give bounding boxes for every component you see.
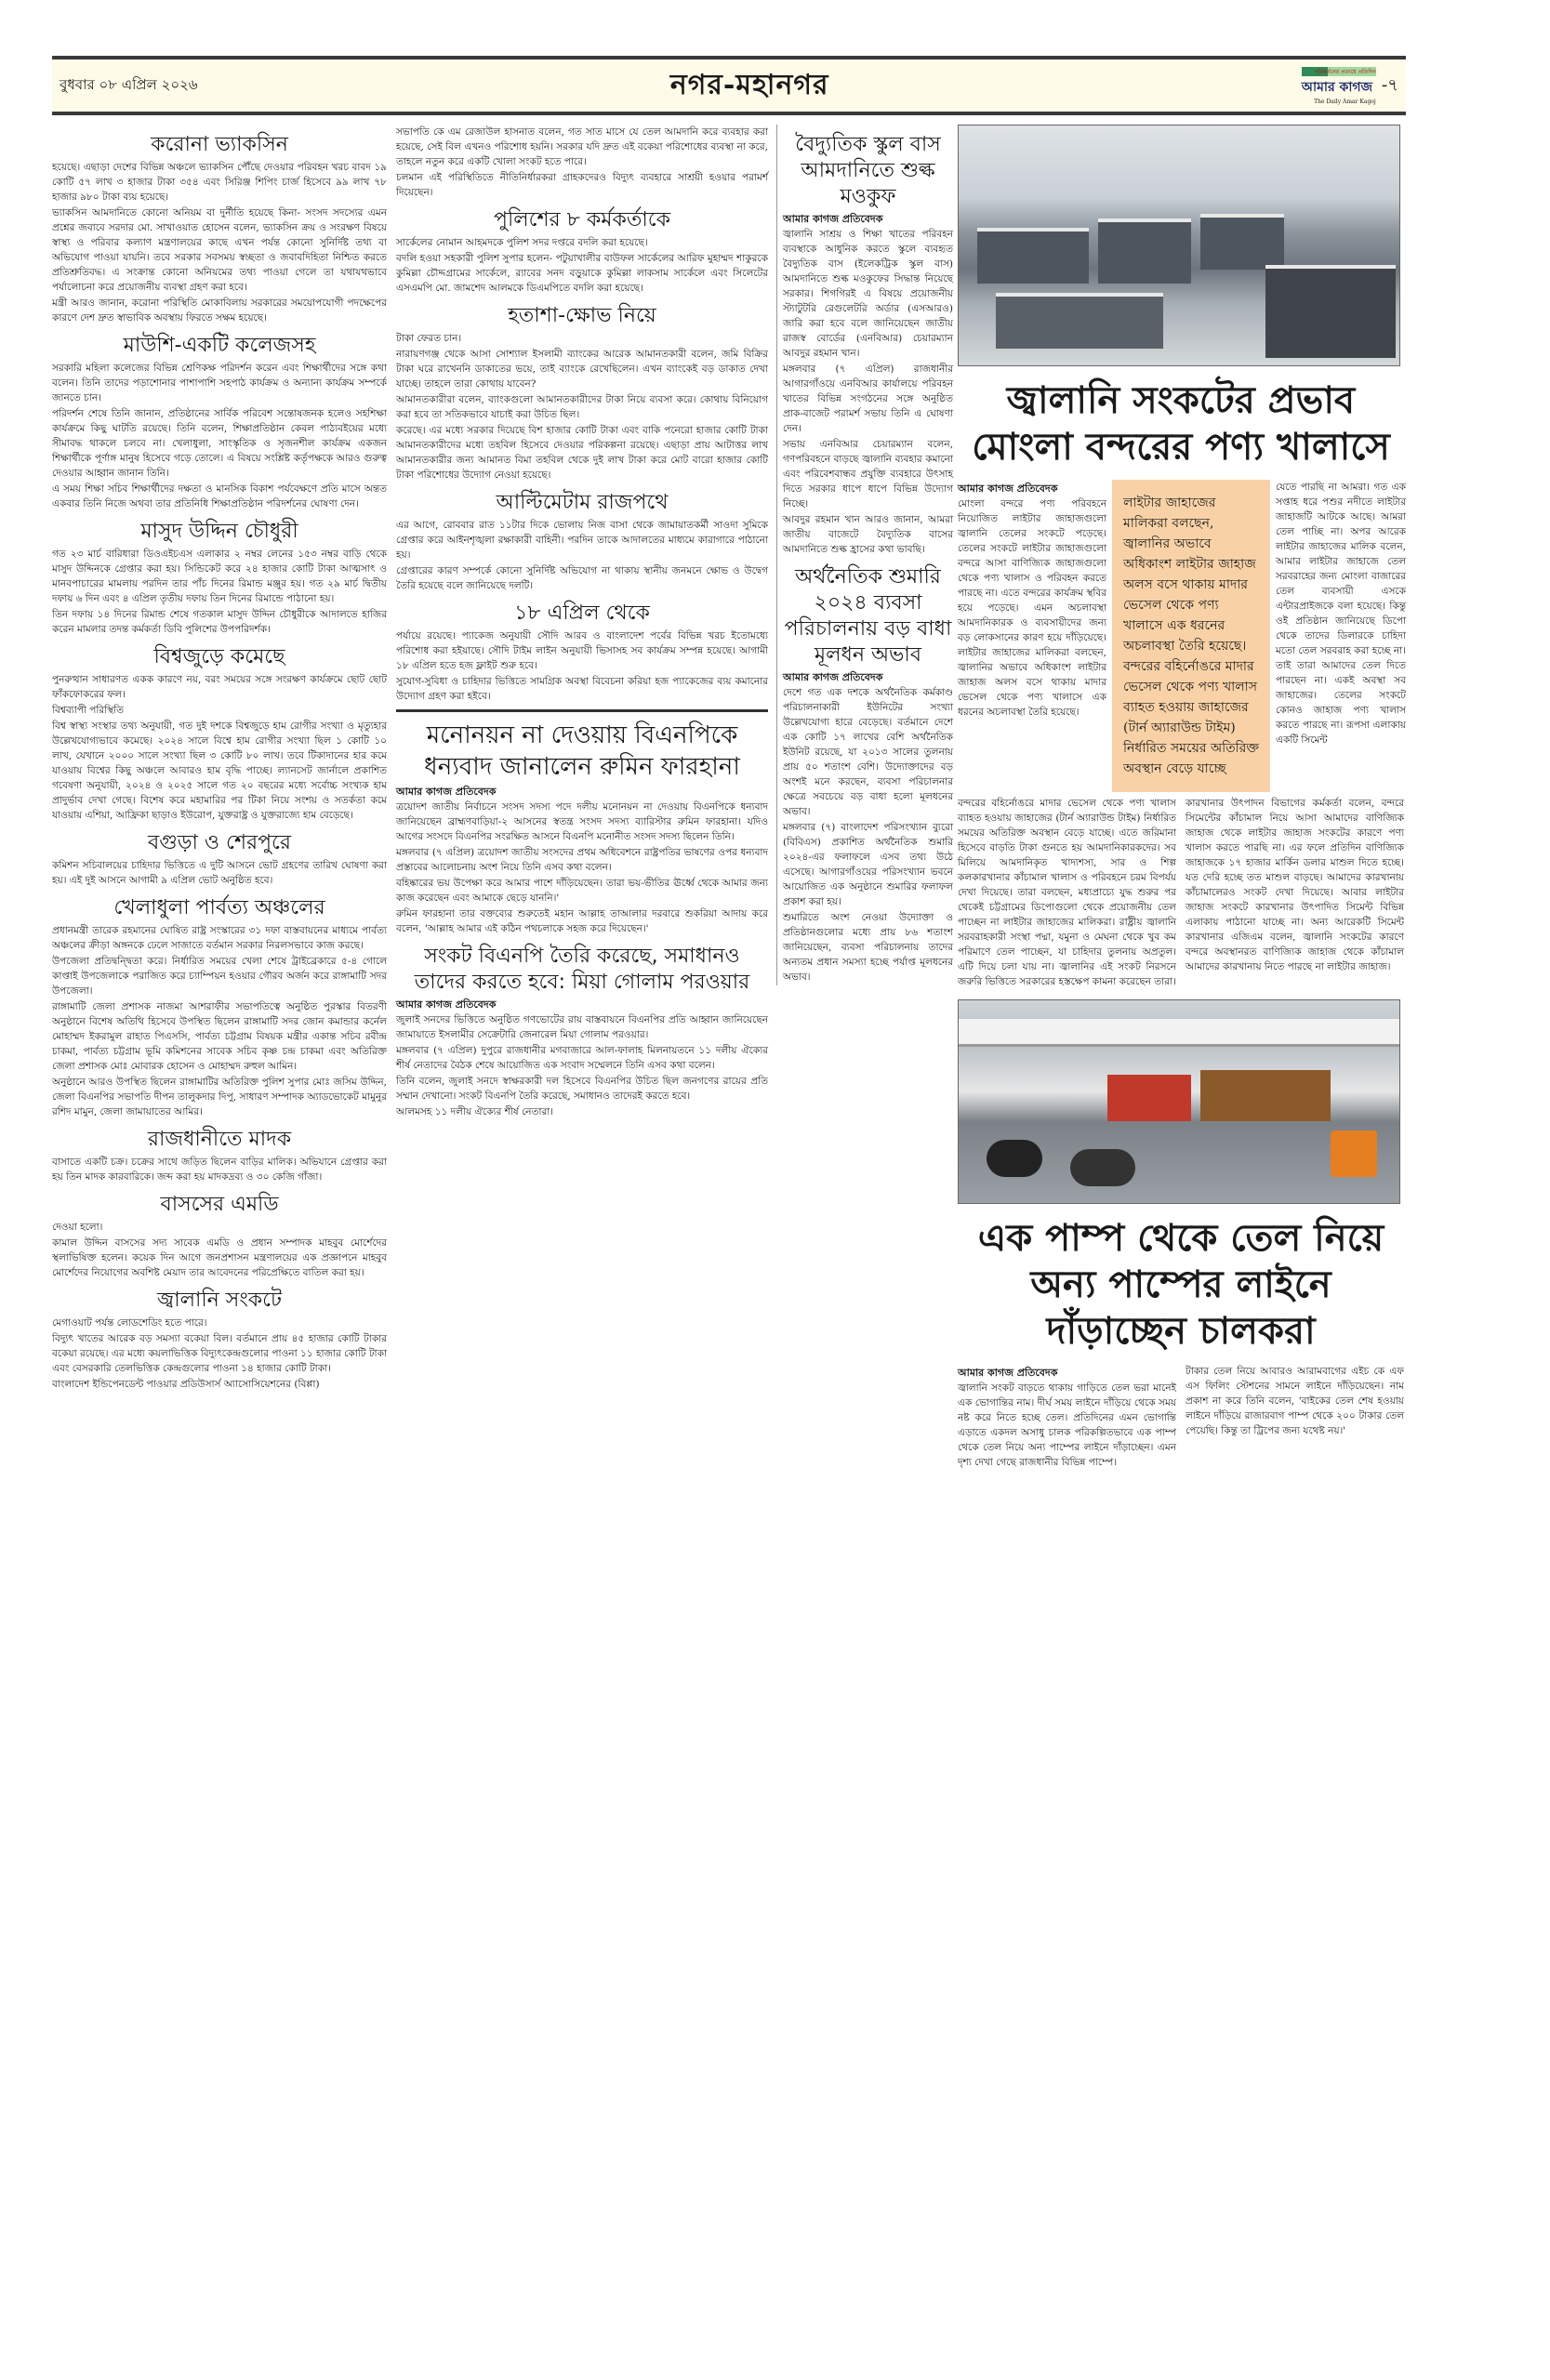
paragraph: আবদুর রহমান খান আরও জানান, আমরা জাতীয় বাজেটে বৈদ্যুতিক বাসের আমদানিতে শুল্ক হ্রাসের কথা ভাবছি।: [783, 514, 953, 555]
paragraph: বদলি হওয়া সহকারী পুলিশ সুপার হলেন- পটুয়াখালীর বাউফল সার্কেলের আরিফ মুহাম্মদ শাকুরকে কুমিল্লা চৌদ্দগ্রামের সার্কেলে, র‌্যাবের সনদ বড়ুয়াকে কুমিল্লা লাকসাম সার্কেলে এবং সিলেটের এসএমপি মো. জামশেদ আলমকে ডিএমপিতে বদলি করা হয়েছে।: [396, 253, 768, 294]
byline: আমার কাগজ প্রতিবেদক: [958, 483, 1058, 495]
story-measles: [52, 644, 387, 823]
paragraph: সভাপতি কে এম রেজাউল হাসনাত বলেন, গত সাত মাসে যে তেল আমদানি করে ব্যবহার করা হয়েছে, সেই বিল এখনও পরিশোধ হয়নি। সরকার যদি দ্রুত এই বকেয়া পরিশোধের ব্যবস্থা না করে, তাহলে নতুন করে একটি খোলা সংকট হতে পারে।: [396, 126, 768, 167]
paragraph: যেতে পারছি না আমরা। গত এক সপ্তাহ ধরে পশুর নদীতে লাইটার জাহাজটি আটকে আছে। আমরা তেল পাচ্ছি না। অপর আরেক লাইটার জাহাজের মালিক বলেন, আমার লাইটার জাহাজে তেল সরবরাহের জন্য মোংলা বাজারের তেল ব্যবসায়ী এসকে এন্টারপ্রাইজকে বলা হয়েছে। কিন্তু ওই প্রতিষ্ঠান জানিয়েছে ডিপো থেকে তাদের ডিলারকে চাহিদা মতো তেল সরবরাহ করা হচ্ছে না। তাই তারা আমাদের তেল দিতে পারছেন না। একই অবস্থা সব জাহাজের। তেলের সংকটে কোনও জাহাজ পণ্য খালাস করতে পারছে না। রূপসা এলাকায় একটি সিমেন্ট: [1276, 482, 1406, 746]
story-continuation: [396, 125, 768, 200]
story-maushi: [52, 333, 387, 511]
paragraph: পরিদর্শন শেষে তিনি জানান, প্রতিষ্ঠানের সার্বিক পরিবেশ সন্তোষজনক হলেও সহশিক্ষা কার্যক্রমে কিছু ঘাটতি রয়েছে। তিনি বলেন, শিক্ষাপ্রতিষ্ঠান কেবল পাঠ্যবইয়ের মধ্যে সীমাবদ্ধ থাকলে চলবে না। খেলাধুলা, সাংস্কৃতিক ও সৃজনশীল কার্যক্রম একজন শিক্ষার্থীকে পূর্ণাঙ্গ মানুষ হিসেবে গড়ে তোলে। এ বিষয়ে সংশ্লিষ্ট কর্তৃপক্ষকে আরও গুরুত্ব দেওয়ার আহ্বান জানান তিনি।: [52, 408, 387, 479]
paragraph: শুমারিতে অংশ নেওয়া উদ্যোক্তা ও প্রতিষ্ঠানগুলোর মধ্যে প্রায় ৮৬ শতাংশ জানিয়েছেন, ব্যবসা পরিচালনায় তাদের অন্যতম প্রধান সমস্যা হচ্ছে পর্যাপ্ত মূলধনের অভাব।: [783, 912, 953, 983]
paragraph: গত ২৩ মার্চ বারিধারা ডিওএইচএস এলাকার ২ নম্বর লেনের ১৫৩ নম্বর বাড়ি থেকে মাসুদ উদ্দিনকে গ্রেপ্তার করা হয়। সিন্ডিকেট করে ২৪ হাজার কোটি টাকা আত্মসাৎ ও মানবপাচারের মামলায় পরদিন তার পাঁচ দিনের রিমান্ড মঞ্জুর হয়। গত ২৯ মার্চ দ্বিতীয় দফায় ৬ দিন এবং ৪ এপ্রিল তৃতীয় দফায় তিন দিনের রিমান্ডে পাঠানো হয়।: [52, 549, 387, 604]
paragraph: মন্ত্রী আরও জানান, করোনা পরিস্থিতি মোকাবিলায় সরকারের সময়োপযোগী পদক্ষেপের কারণে দেশ দ্রুত স্বাভাবিক অবস্থায় ফিরতে সক্ষম হয়েছে।: [52, 298, 387, 324]
paragraph: কামাল উদ্দিন বাসসের সদ্য সাবেক এমডি ও প্রধান সম্পাদক মাহবুব মোর্শেদের স্থলাভিষিক্ত হলেন। কয়েক দিন আগে জনপ্রশাসন মন্ত্রণালয়ের এক প্রজ্ঞাপনে মাহবুব মোর্শেদের নিয়োগের অবশিষ্ট মেয়াদ তার আবেদনের পরিপ্রেক্ষিতে বাতিল করা হয়।: [52, 1237, 387, 1278]
byline: আমার কাগজ প্রতিবেদক: [783, 671, 883, 683]
paragraph: জ্বালানি সাশ্রয় ও শিক্ষা খাতের পরিবহন ব্যবস্থাকে আধুনিক করতে স্কুলে ব্যবহৃত বৈদ্যুতিক বাস (ইলেকট্রিক স্কুল বাস) আমদানিতে শুল্ক মওকুফের সিদ্ধান্ত নিয়েছে সরকার। শিগগিরই এ বিষয়ে প্রয়োজনীয় স্ট্যাটুটরি রেগুলেটরি অর্ডার (এসআরও) জারি করা হবে বলে জানিয়েছেন জাতীয় রাজস্ব বোর্ডের (এনবিআর) চেয়ারম্যান আবদুর রহমান খান।: [783, 229, 953, 359]
logo-english: The Daily Amar Kagoj: [1314, 98, 1376, 105]
headline: বাসসের এমডি: [160, 1193, 279, 1216]
ships-photo: [958, 125, 1400, 366]
paragraph: টাকা ফেরত চান।: [396, 333, 462, 344]
paragraph: তিনি বলেন, জুলাই সনদে স্বাক্ষরকারী দল হিসেবে বিএনপির উচিত ছিল জনগণের রায়ের প্রতি সম্মান দেখানো। সংকট বিএনপি তৈরি করেছে, সমাধানও তাদেরই করতে হবে।: [396, 1076, 768, 1102]
paragraph: অনুষ্ঠানে আরও উপস্থিত ছিলেন রাঙ্গামাটির অতিরিক্ত পুলিশ সুপার মোঃ জসিম উদ্দিন, জেলা বিএনপির সভাপতি দীপন তালুকদার দিপু, সাধারণ সম্পাদক অ্যাডভোকেট মামুনুর রশিদ মামুন, জেলা জামায়াতের আমির।: [52, 1077, 387, 1117]
masthead: [52, 56, 1406, 115]
subheading: বিশ্বব্যাপী পরিস্থিতি: [52, 705, 124, 716]
section-title: নগর-মহানগর: [669, 68, 829, 101]
divider: [396, 709, 768, 712]
story-golam-parwar: [396, 944, 768, 1119]
headline-mongla-port: জ্বালানি সংকটের প্রভাব মোংলা বন্দরের পণ্য খালাসে: [972, 379, 1390, 469]
headline: আল্টিমেটাম রাজপথে: [496, 491, 669, 514]
paragraph: মোংলা বন্দরে পণ্য পরিবহনে নিয়োজিত লাইটার জাহাজগুলো জ্বালানি তেলের সংকটে পড়েছে। তেলের সংকটে লাইটার জাহাজগুলো বন্দরে আসা বাণিজ্যিক জাহাজগুলো থেকে পণ্য খালাস ও পরিবহন করতে পারছে না। এতে বন্দরের কার্যক্রম স্থবির হয়ে পড়েছে। এমন অচলাবস্থা আমদানিকারক ও ব্যবসায়ীদের জন্য বড় লোকসানের কারণ হয়ে দাঁড়িয়েছে। লাইটার জাহাজের মালিকরা বলছেন, জ্বালানির অভাবে অধিকাংশ লাইটার জাহাজ অলস বসে থাকায় মাদার ভেসেল থেকে পণ্য খালাসে এক ধরনের অচলাবস্থা তৈরি হয়েছে।: [958, 498, 1106, 718]
byline: আমার কাগজ প্রতিবেদক: [958, 1367, 1058, 1379]
pull-quote: লাইটার জাহাজের মালিকরা বলছেন, জ্বালানির অভাবে অধিকাংশ লাইটার জাহাজ অলস বসে থাকায় মাদার ভেসেল থেকে পণ্য খালাসে এক ধরনের অচলাবস্থা তৈরি হয়েছে। বন্দরের বহির্নোঙরে মাদার ভেসেল থেকে পণ্য খালাস ব্যাহত হওয়ায় জাহাজের (টার্ন অ্যারাউন্ড টাইম) নির্ধারিত সময়ের অতিরিক্ত অবস্থান বেড়ে যাচ্ছে: [1112, 480, 1270, 792]
paragraph: করেছে। এর মধ্যে সরকার দিয়েছে বিশ হাজার কোটি টাকা এবং বাকি পনেরো হাজার কোটি টাকা আমানতকারীদের মধ্যে তহবিল হিসেবে দেওয়ার পরিকল্পনা রয়েছে। এছাড়া প্রায় আটাত্তর লাখ আমানতকারীর জন্য আমানত বিমা তহবিল থেকে দুই লাখ টাকা করে মোট বারো হাজার কোটি টাকা পরিশোধের উদ্যোগ নেওয়া হয়েছে।: [396, 425, 768, 481]
story-energy-crisis: [52, 1288, 387, 1392]
column-3: [776, 125, 953, 985]
paragraph: বাসাতে একটি চক্র। চক্রের সাথে জড়িত ছিলেন বাড়ির মালিক। অভিযানে গ্রেপ্তার করা হয় তিন মাদক কারবারিকে। জব্দ করা হয় মাদকদ্রব্য ও ৩০ কেজি গাঁজা।: [52, 1157, 387, 1183]
story-mongla-port: [958, 480, 1404, 792]
paragraph: তিন দফায় ১৪ দিনের রিমান্ড শেষে গতকাল মাসুদ উদ্দিন চৌধুরীকে আদালতে হাজির করেন মামলার তদন্ত কর্মকর্তা ডিবি পুলিশের উপপরিদর্শক।: [52, 609, 387, 635]
story-fuel-pump: [958, 1364, 1404, 1471]
paragraph: রাঙ্গামাটি জেলা প্রশাসক নাজমা আশরাফীর সভাপতিত্বে অনুষ্ঠিত পুরস্কার বিতরণী অনুষ্ঠানে বিশেষ অতিথি হিসেবে উপস্থিত ছিলেন রাঙ্গামাটি সদর জোন কমান্ডার কর্নেল মোহাম্মদ ইকরামুল রাহাত পিএসসি, পার্বত্য চট্টগ্রাম বিষয়ক মন্ত্রীর একান্ত সচিব রবীন্দ্র চাকমা, পার্বত্য চট্টগ্রাম ভূমি কমিশনের সাবেক সচিব কৃষ্ণ চন্দ্র চাকমা এবং অতিরিক্ত জেলা প্রশাসক মোঃ মোবারক হোসেন ও মোহাম্মদ রুহুল আমিন।: [52, 1001, 387, 1072]
paragraph: মঙ্গলবার (৭ এপ্রিল) ত্রয়োদশ জাতীয় সংসদের প্রথম অধিবেশনে রাষ্ট্রপতির ভাষণের ওপর ধন্যবাদ প্রস্তাবের আলোচনায় অংশ নিয়ে তিনি এসব কথা বলেন।: [396, 847, 768, 873]
paragraph: জুলাই সনদের ভিত্তিতে অনুষ্ঠিত গণভোটের রায় বাস্তবায়নে বিএনপির প্রতি আহ্বান জানিয়েছেন জামায়াতে ইসলামীর সেক্রেটারি জেনারেল মিয়া গোলাম পরওয়ার।: [396, 1014, 768, 1040]
paragraph: আমানতকারীরা বলেন, ব্যাংকগুলো আমানতকারীদের টাকা নিয়ে ব্যবসা করে। কোথায় বিনিয়োগ করা হবে তা সতিকভাবে যাচাই করা উচিত ছিল।: [396, 394, 768, 420]
story-depositors: [396, 303, 768, 483]
column-2: [396, 125, 768, 1120]
paragraph: প্রধানমন্ত্রী তারেক রহমানের ঘোষিত রাষ্ট্র সংস্কারের ৩১ দফা বাস্তবায়নের মাধ্যমে পার্বত্য অঞ্চলের ক্রীড়া অঙ্গনকে ঢেলে সাজাতে বর্তমান সরকার নিরলসভাবে কাজ করছে।: [52, 925, 387, 951]
story-hill-sports: [52, 895, 387, 1119]
paragraph: সার্কেলের নোমান আহমদকে পুলিশ সদর দপ্তরে বদলি করা হয়েছে।: [396, 237, 648, 248]
paragraph: দেওয়া হলো।: [52, 1222, 103, 1233]
logo-tagline-top: পরিবর্তনের প্রত্যয়ে প্রতিদিন: [1302, 67, 1376, 76]
paragraph: মেগাওয়াট পর্যন্ত লোডশেডিং হতে পারে।: [52, 1317, 207, 1329]
story-mongla-continued: [958, 796, 1404, 990]
headline: রাজধানীতে মাদক: [147, 1128, 292, 1151]
logo-text: আমার কাগজ: [1301, 79, 1373, 95]
paragraph: বহিষ্কারের ভয় উপেক্ষা করে আমার পাশে দাঁড়িয়েছেন। তারা ভয়-ভীতির ঊর্ধ্বে থেকে আমার জন্য কাজ করেছেন এবং আমাকে ছেড়ে যাননি।': [396, 878, 768, 904]
byline: আমার কাগজ প্রতিবেদক: [396, 998, 497, 1011]
paragraph: সরকারি মহিলা কলেজের বিভিন্ন শ্রেণিকক্ষ পরিদর্শন করেন এবং শিক্ষার্থীদের সঙ্গে কথা বলেন। তিনি তাদের পড়াশোনার পাশাপাশি সহপাঠ কার্যক্রম ও অন্যান্য কার্যক্রম সম্পর্কে জানতে চান।: [52, 363, 387, 403]
story-masud-uddin: [52, 519, 387, 637]
story-corona-vaccine: [52, 132, 387, 325]
byline: আমার কাগজ প্রতিবেদক: [396, 786, 497, 798]
paragraph: টাকার তেল নিয়ে আবারও আরামবাগের এইচ কে এফ এস ফিলিং স্টেশনের সামনে লাইনে দাঁড়িয়েছেন। নাম প্রকাশ না করে তিনি বলেন, 'বাইকের তেল শেষ হওয়ায় লাইনে দাঁড়িয়ে রাজারবাগ পাম্প থেকে ২০০ টাকার তেল পেয়েছি। কিন্তু তা ট্রিপের জন্য যথেষ্ট নয়।': [1186, 1366, 1404, 1436]
paragraph: বিশ্ব স্বাস্থ্য সংস্থার তথ্য অনুযায়ী, গত দুই দশকে বিশ্বজুড়ে হাম রোগীর সংখ্যা ও মৃত্যুহার উল্লেখযোগ্যভাবে কমেছে। ২০২৪ সালে বিশ্বে হাম রোগীর সংখ্যা ছিল ১ কোটি ১০ লাখ, যেখানে ২০০০ সালে সংখ্যা ছিল ৩ কোটি ৮০ লাখ। তবে টিকাদানের হার কমে যাওয়ায় বিশ্বের কিছু অঞ্চলে আবারও হাম বৃদ্ধি পাচ্ছে। ল্যানসেট জার্নালে প্রকাশিত গবেষণা অনুযায়ী, ২০২৪ ও ২০২৫ সালে গত ২০ বছরের মধ্যে সর্বোচ্চ সংখ্যক হাম প্রাদুর্ভাব দেখা গেছে। বিশেষ করে মহামারির পর টিকা নিয়ে সংশয় ও সতর্কতা কমে যাওয়ায় এশিয়া, আফ্রিকা ছাড়াও ইউরোপ, যুক্তরাষ্ট্র ও যুক্তরাজ্যে হাম বেড়েছে।: [52, 721, 387, 821]
paragraph: চলমান এই পরিস্থিতিতে নীতিনির্ধারকরা গ্রাহকদেরও বিদ্যুৎ ব্যবহারে সাশ্রয়ী হওয়ার পরামর্শ দিয়েছেন।: [396, 172, 768, 198]
page-number: -৭: [1381, 74, 1398, 95]
paragraph: বাংলাদেশ ইন্ডিপেনডেন্ট পাওয়ার প্রডিউসার্স অ্যাসোসিয়েশনের (বিপ্পা): [52, 1379, 320, 1390]
headline: সংকট বিএনপি তৈরি করেছে, সমাধানও তাদের করতে হবে: মিয়া গোলাম পরওয়ার: [414, 945, 750, 994]
story-rumin-farhana: [396, 720, 768, 936]
paragraph: পর্যায়ে রয়েছে। প্যাকেজ অনুযায়ী সৌদি আরব ও বাংলাদেশ পর্বের বিভিন্ন খরচ ইতোমধ্যে পরিশোধ করা হইয়াছে। সৌদি টাইম লাইন অনুযায়ী ভিসাসহ সব কার্যক্রম সম্পন্ন হয়েছে। আগামী ১৮ এপ্রিল হতে হজ ফ্লাইট শুরু হবে।: [396, 630, 768, 671]
headline: করোনা ভ্যাকসিন: [151, 133, 288, 156]
paragraph: পুনরুত্থান সাধারণত একক কারণে নয়, বরং সময়ের সঙ্গে সংরক্ষণ কার্যক্রমে ছোট ছোট ফাঁকফোকরের ফল।: [52, 674, 387, 700]
column-4: [958, 125, 1404, 1471]
story-bogura-sherpur: [52, 830, 387, 888]
story-electric-bus: [783, 132, 953, 557]
paragraph: রুমিন ফারহানা তার বক্তব্যের শুরুতেই মহান আল্লাহ তাআলার দরবারে শুকরিয়া আদায় করে বলেন, 'আল্লাহ আমার এই কঠিন পথচলাকে সহজ করে দিয়েছেন।': [396, 908, 768, 934]
headline: বগুড়া ও শেরপুরে: [148, 831, 291, 854]
paragraph: জ্বালানি সংকট বাড়তে থাকায় গাড়িতে তেল ভরা মানেই এক ভোগান্তির নাম। দীর্ঘ সময় লাইনে দাঁড়িয়ে থেকে সময় নষ্ট করে নিতে হচ্ছে তেল। প্রতিদিনের এমন ভোগান্তি এড়াতে একদল অসাধু চালক পরিকল্পিতভাবে এক পাম্প থেকে তেল নিয়ে অন্য পাম্পের লাইনে দাঁড়াচ্ছেন। এমন দৃশ্য দেখা গেছে রাজধানীর বিভিন্ন পাম্পে।: [958, 1382, 1176, 1468]
paragraph: হয়েছে। এছাড়া দেশের বিভিন্ন অঞ্চলে ভ্যাকসিন পৌঁছে দেওয়ার পরিবহন খরচ বাবদ ১৯ কোটি ৫৭ লাখ ৩ হাজার টাকা ৩৫৪ এবং সিরিঞ্জ শিপিং চার্জ হিসেবে ৯৯ লাখ ৭৮ হাজার ৯৮০ টাকা ব্যয় হয়েছে।: [52, 162, 387, 203]
headline: মনোনয়ন না দেওয়ায় বিএনপিকে ধন্যবাদ জানালেন রুমিন ফারহানা: [424, 721, 740, 781]
paragraph: কারখানার উৎপাদন বিভাগের কর্মকর্তা বলেন, বন্দরে সিমেন্টের কাঁচামাল নিয়ে আসা আমাদের বাণিজ্যিক জাহাজ থেকে লাইটার জাহাজ সংকটের কারণে পণ্য খালাস করতে পারছি না। এর ফলে প্রতিদিন বাণিজ্যিক জাহাজকে ১৭ হাজার মার্কিন ডলার মাশুল দিতে হচ্ছে। যত দেরি হচ্ছে তত মাশুল বাড়ছে। আমাদের কারখানায় কাঁচামালেরও সংকট দেখা দিয়েছে। আবার লাইটার জাহাজ সংকটে কারখানার উৎপাদিত সিমেন্ট বিভিন্ন এলাকায় পাঠানো যাচ্ছে না। অন্য আরেকটি সিমেন্ট কারখানার এজিএম বলেন, জ্বালানি সংকটের কারণে বন্দরে অবস্থানরত বাণিজ্যিক জাহাজ থেকে কাঁচামাল আমাদের কারখানায় নিতে পারছে না লাইটার জাহাজ।: [1186, 798, 1404, 972]
paragraph: আলমসহ ১১ দলীয় ঐক্যের শীর্ষ নেতারা।: [396, 1106, 554, 1117]
headline: খেলাধুলা পার্বত্য অঞ্চলের: [113, 896, 325, 919]
headline: মাসুদ উদ্দিন চৌধুরী: [140, 520, 298, 543]
paragraph: মঙ্গলবার (৭ এপ্রিল) দুপুরে রাজধানীর মগবাজারে আল-ফালাহ মিলনায়তনে ১১ দলীয় ঐক্যের শীর্ষ নেতাদের বৈঠক শেষে আয়োজিত এক সংবাদ সম্মেলনে তিনি এসব কথা বলেন।: [396, 1045, 768, 1071]
story-economic-census: [783, 564, 953, 985]
headline: জ্বালানি সংকটে: [156, 1289, 283, 1312]
paragraph: কমিশন সচিবালয়ের চাহিদার ভিত্তিতে এ দুটি আসনে ভোট গ্রহণের তারিখ ঘোষণা করা হয়। এই দুই আসনে আগামী ৯ এপ্রিল ভোট অনুষ্ঠিত হবে।: [52, 860, 387, 886]
paragraph: বন্দরের বহির্নোঙরে মাদার ভেসেল থেকে পণ্য খালাস ব্যাহত হওয়ায় জাহাজের (টার্ন অ্যারাউন্ড টাইম) নির্ধারিত সময়ের অতিরিক্ত অবস্থান বেড়ে যাচ্ছে। এতে জরিমানা হিসেবে বাড়তি টাকা গুনতে হয় আমদানিকারকদের। সব মিলিয়ে আমদানিকৃত খাদ্যশস্য, সার ও শিল্প কলকারখানার কাঁচামাল খালাস ও পরিবহনে চরম বিপর্যয় দেখা দিয়েছে। তারা বলছেন, মধ্যপ্রাচ্যে যুদ্ধ শুরুর পর থেকেই চট্টগ্রামের ডিপোগুলো থেকে প্রয়োজনীয় তেল পাচ্ছেন না লাইটার জাহাজের মালিকরা। রাষ্ট্রীয় জ্বালানি সরবরাহকারী সংস্থা পদ্মা, যমুনা ও মেঘনা থেকে খুব কম পরিমাণে তেল পাচ্ছেন, যা চাহিদার তুলনায় অপ্রতুল। এটি দিয়ে চলা যায় না। জ্বালানির এই সংকট নিরসনে জরুরি ভিত্তিতে সরকারের হস্তক্ষেপ কামনা করেছেন তারা।: [958, 798, 1176, 987]
issue-date: বুধবার ০৮ এপ্রিল ২০২৬: [60, 75, 198, 93]
headline: পুলিশের ৮ কর্মকর্তাকে: [494, 208, 670, 231]
headline-fuel-pump: এক পাম্প থেকে তেল নিয়ে অন্য পাম্পের লাইনে দাঁড়াচ্ছেন চালকরা: [977, 1217, 1384, 1353]
paragraph: এ সময় শিক্ষা সচিব শিক্ষার্থীদের দক্ষতা ও মানসিক বিকাশ পর্যবেক্ষণে প্রতি মাসে অন্তত একবার তিনি নিজে অথবা তার প্রতিনিধি শিক্ষাপ্রতিষ্ঠান পরিদর্শনের ঘোষণা দেন।: [52, 483, 387, 509]
paragraph: নারায়ণগঞ্জ থেকে আসা সোশ্যাল ইসলামী ব্যাংকের আরেক আমানতকারী বলেন, জমি বিক্রির টাকা ঘরে রাখেননি ডাকাতের ভয়ে, তাই ব্যাংকে রেখেছিলেন। এখন ব্যাংকেই বড় ডাকাত দেখা যাচ্ছে। তাহলে তারা কোথায় যাবেন?: [396, 349, 768, 390]
paragraph: বিদ্যুৎ খাতের আরেক বড় সমস্যা বকেয়া বিল। বর্তমানে প্রায় ৪৫ হাজার কোটি টাকার বকেয়া রয়েছে। এর মধ্যে কয়লাভিত্তিক বিদ্যুৎকেন্দ্রগুলোর পাওনা ১১ হাজার কোটি টাকা এবং বেসরকারি তেলভিত্তিক কেন্দ্রগুলোর পাওনা ১৪ হাজার কোটি টাকা।: [52, 1333, 387, 1374]
paragraph: সভায় এনবিআর চেয়ারম্যান বলেন, গণপরিবহনে বাড়ছে জ্বালানি ব্যবহার কমানো এবং পরিবেশবান্ধব প্রযুক্তি ব্যবহারে উৎসাহ দিতে সরকার ধাপে ধাপে বিভিন্ন উদ্যোগ নিচ্ছে।: [783, 439, 953, 509]
paragraph: ত্রয়োদশ জাতীয় নির্বাচনে সংসদ সদস্য পদে দলীয় মনোনয়ন না দেওয়ায় বিএনপিকে ধন্যবাদ জানিয়েছেন ব্রাহ্মণবাড়িয়া-২ আসনের স্বতন্ত্র সংসদ সদস্য ব্যারিস্টার রুমিন ফারহানা। যদিও আগের সংসদে বিএনপির সংরক্ষিত আসনে বিএনপি মনোনীত সংসদ সদস্য ছিলেন তিনি।: [396, 801, 768, 842]
paragraph: এর আগে, রোববার রাত ১১টার দিকে ভোলায় নিজ বাসা থেকে জামায়াতকর্মী সাওদা সুমিকে গ্রেপ্তার করে আইনশৃঙ্খলা রক্ষাকারী বাহিনী। পরদিন তাকে আদালতের মাধ্যমে কারাগারে পাঠানো হয়।: [396, 520, 768, 561]
paragraph: ভ্যাকসিন আমদানিতে কোনো অনিয়ম বা দুর্নীতি হয়েছে কিনা- সংসদ সদস্যের এমন প্রশ্নের জবাবে সরদার মো. সাখাওয়াত হোসেন বলেন, ভ্যাকসিন ক্রয় ও সংরক্ষণ বিষয়ে স্বাস্থ্য ও পরিবার কল্যাণ মন্ত্রণালয়ের কাছে এখন পর্যন্ত কোনো সুনির্দিষ্ট তথ্য বা অভিযোগ পাওয়া যায়নি। তবে সরকার সবসময় স্বচ্ছতা ও জবাবদিহিতা নিশ্চিত করতে প্রতিশ্রুতিবদ্ধ। এ সংক্রান্ত কোনো অনিয়মের তথ্য পাওয়া গেলে তা যথাযথভাবে পর্যালোচনা করে প্রয়োজনীয় ব্যবস্থা গ্রহণ করা হবে।: [52, 207, 387, 293]
headline: বিশ্বজুড়ে কমেছে: [153, 645, 285, 668]
story-ultimatum: [396, 490, 768, 593]
paragraph: মঙ্গলবার (৭) বাংলাদেশ পরিসংখ্যান ব্যুরো (বিবিএস) প্রকাশিত অর্থনৈতিক শুমারি ২০২৪-এর ফলাফলে এসব তথ্য উঠে এসেছে। আগারগাঁওয়ের পরিসংখ্যান ভবনে আয়োজিত এক অনুষ্ঠানে শুমারির ফলাফল প্রকাশ করা হয়।: [783, 822, 953, 907]
paragraph: সুযোগ-সুবিধা ও চাহিদার ভিত্তিতে সামগ্রিক অবস্থা বিবেচনা করিয়া হজ প্যাকেজের ব্যয় কমানোর উদ্যোগ গ্রহণ করা হইবে।: [396, 676, 768, 702]
paragraph: উপজেলা প্রতিদ্বন্দ্বিতা করে। নির্ধারিত সময়ের খেলা শেষে ট্রাইব্রেকারে ৫-৪ গোলে কাপ্তাই উপজেলাকে পরাজিত করে চ্যাম্পিয়ন হওয়ার গৌরব অর্জন করে রাঙ্গামাটি সদর উপজেলা।: [52, 956, 387, 997]
fuel-pump-photo: [958, 999, 1400, 1204]
paragraph: গ্রেপ্তারের কারণ সম্পর্কে কোনো সুনির্দিষ্ট অভিযোগ না থাকায় স্থানীয় জনমনে ক্ষোভ ও উদ্বেগ তৈরি হয়েছে বলে জানিয়েছে দলটি।: [396, 565, 768, 591]
headline: বৈদ্যুতিক স্কুল বাস আমদানিতে শুল্ক মওকুফ: [795, 133, 941, 208]
headline: ১৮ এপ্রিল থেকে: [514, 602, 650, 625]
headline: হতাশা-ক্ষোভ নিয়ে: [508, 304, 656, 327]
newspaper-logo: [1302, 65, 1398, 106]
story-drugs: [52, 1127, 387, 1184]
paragraph: দেশে গত এক দশকে অর্থনৈতিক কর্মকাণ্ড পরিচালনাকারী ইউনিটের সংখ্যা উল্লেখযোগ্য হারে বেড়েছে। বর্তমানে দেশে এক কোটি ১৭ লাখের বেশি অর্থনৈতিক ইউনিট রয়েছে, যা ২০১৩ সালের তুলনায় প্রায় ৫০ শতাংশ বেশি। উদ্যোক্তাদের বড় অংশই মনে করছেন, ব্যবসা পরিচালনার ক্ষেত্রে সবচেয়ে বড় বাধা হলো মূলধনের অভাব।: [783, 687, 953, 817]
story-bss-md: [52, 1192, 387, 1280]
headline: অর্থনৈতিক শুমারি ২০২৪ ব্যবসা পরিচালনায় বড় বাধা মূলধন অভাব: [784, 565, 952, 667]
story-hajj: [396, 601, 768, 704]
headline: মাউশি-একটি কলেজসহ: [123, 334, 316, 357]
story-police-transfer: [396, 207, 768, 296]
paragraph: মঙ্গলবার (৭ এপ্রিল) রাজধানীর আগারগাঁওয়ে এনবিআর কার্যালয়ে পরিবহন খাতের বিভিন্ন সংগঠনের সঙ্গে অনুষ্ঠিত প্রাক-বাজেট পরামর্শ সভায় তিনি এ ঘোষণা দেন।: [783, 364, 953, 434]
byline: আমার কাগজ প্রতিবেদক: [783, 213, 883, 225]
column-1: [52, 125, 387, 1393]
